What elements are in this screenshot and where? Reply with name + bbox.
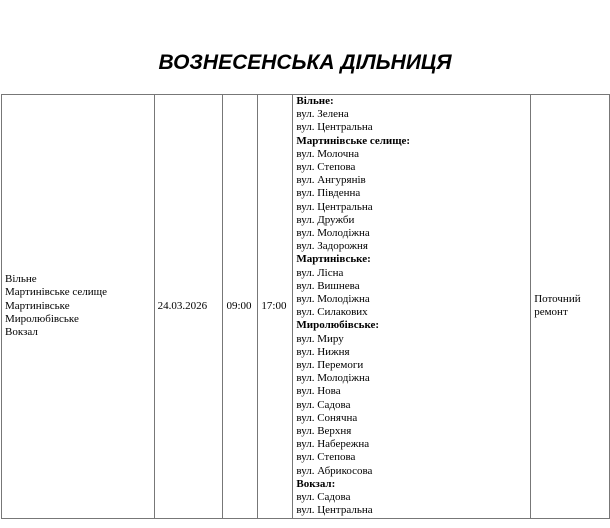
street-name: вул. Миру bbox=[296, 332, 344, 345]
settlement-heading: Вокзал: bbox=[296, 477, 336, 490]
village-name: Вокзал bbox=[5, 326, 38, 339]
street-name: вул. Центральна bbox=[296, 504, 373, 517]
street-name: вул. Лісна bbox=[296, 266, 344, 279]
village-name: Миролюбівське bbox=[5, 312, 79, 325]
street-name: вул. Верхня bbox=[296, 425, 352, 438]
street-name: вул. Молодіжна bbox=[296, 227, 370, 240]
settlement-heading: Вільне: bbox=[296, 95, 334, 107]
street-name: вул. Південна bbox=[296, 187, 361, 200]
villages-cell bbox=[2, 95, 155, 519]
village-name: Мартинівське bbox=[5, 299, 70, 312]
street-name: вул. Сонячна bbox=[296, 411, 358, 424]
page-title: ВОЗНЕСЕНСЬКА ДІЛЬНИЦЯ bbox=[158, 51, 452, 74]
end-time-cell: 17:00 bbox=[258, 95, 293, 519]
outage-table bbox=[1, 94, 610, 519]
street-name: вул. Нижня bbox=[296, 345, 350, 358]
street-name: вул. Вишнева bbox=[296, 279, 360, 292]
reason-cell: Поточний ремонт bbox=[531, 95, 610, 519]
street-name: вул. Набережна bbox=[296, 438, 370, 451]
street-name: вул. Центральна bbox=[296, 121, 373, 134]
street-name: вул. Молодіжна bbox=[296, 293, 370, 306]
street-name: вул. Молодіжна bbox=[296, 372, 370, 385]
date-cell: 24.03.2026 bbox=[154, 95, 223, 519]
street-name: вул. Степова bbox=[296, 451, 356, 464]
street-name: вул. Зелена bbox=[296, 108, 349, 121]
settlement-heading: Мартинівське: bbox=[296, 253, 371, 266]
street-name: вул. Центральна bbox=[296, 200, 373, 213]
street-name: вул. Степова bbox=[296, 161, 356, 174]
village-name: Мартинівське селище bbox=[5, 286, 108, 299]
street-name: вул. Силакових bbox=[296, 306, 368, 319]
settlement-heading: Мартинівське селище: bbox=[296, 134, 411, 147]
street-name: вул. Молочна bbox=[296, 147, 360, 160]
street-name: вул. Абрикосова bbox=[296, 464, 373, 477]
streets-cell bbox=[293, 95, 531, 519]
street-name: вул. Нова bbox=[296, 385, 341, 398]
settlement-heading: Миролюбівське: bbox=[296, 319, 380, 332]
start-time-cell: 09:00 bbox=[223, 95, 258, 519]
street-name: вул. Садова bbox=[296, 491, 351, 504]
street-name: вул. Дружби bbox=[296, 213, 355, 226]
village-name: Вільне bbox=[5, 273, 37, 286]
street-name: вул. Перемоги bbox=[296, 359, 364, 372]
street-name: вул. Садова bbox=[296, 398, 351, 411]
table-row bbox=[2, 95, 610, 519]
street-name: вул. Ангурянів bbox=[296, 174, 366, 187]
street-name: вул. Задорожня bbox=[296, 240, 368, 253]
